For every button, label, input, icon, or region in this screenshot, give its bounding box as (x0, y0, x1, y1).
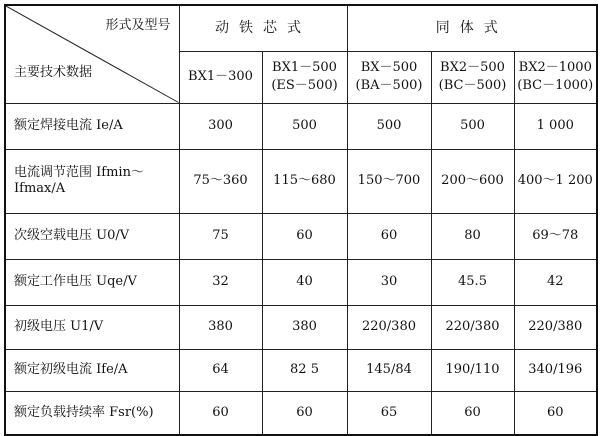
table-cell: 500 (431, 103, 514, 149)
table-cell: 60 (347, 213, 431, 259)
table-cell: 200～600 (431, 149, 514, 213)
model-alias: (BC－500) (438, 78, 507, 93)
row-label: 额定焊接电流 Ie/A (5, 103, 179, 149)
table-cell: 65 (347, 391, 431, 435)
table-cell: 500 (347, 103, 431, 149)
table-cell: 115～680 (262, 149, 347, 213)
model-cell (347, 51, 431, 103)
model-name: BX1－300 (188, 69, 253, 84)
row-label: 次级空载电压 U0/V (5, 213, 179, 259)
table-cell: 60 (179, 391, 262, 435)
table-cell: 69～78 (514, 213, 597, 259)
model-alias: (BA－500) (355, 78, 423, 93)
table-cell: 60 (431, 391, 514, 435)
welder-spec-table (4, 4, 598, 436)
table-cell: 380 (262, 305, 347, 349)
model-cell (431, 51, 514, 103)
row-label: 额定负载持续率 Fsr(%) (5, 391, 179, 435)
model-name: BX－500 (360, 60, 418, 75)
model-cell (262, 51, 347, 103)
corner-header-cell (5, 5, 179, 103)
table-cell: 45.5 (431, 259, 514, 305)
model-name: BX2－1000 (518, 60, 592, 75)
table-cell: 220/380 (431, 305, 514, 349)
table-row (5, 103, 597, 149)
table-cell: 42 (514, 259, 597, 305)
table-cell: 150～700 (347, 149, 431, 213)
table-cell: 60 (514, 391, 597, 435)
model-cell (514, 51, 597, 103)
table-cell: 32 (179, 259, 262, 305)
table-cell: 40 (262, 259, 347, 305)
table-cell: 75 (179, 213, 262, 259)
header-row-groups (5, 5, 597, 51)
table-cell: 500 (262, 103, 347, 149)
row-label: 额定初级电流 Ife/A (5, 349, 179, 391)
group-header-moving-core: 动铁芯式 (179, 5, 347, 51)
corner-top-label: 形式及型号 (105, 18, 171, 33)
model-alias: (ES－500) (271, 78, 338, 93)
table-cell: 220/380 (347, 305, 431, 349)
table-cell: 380 (179, 305, 262, 349)
row-label: 初级电压 U1/V (5, 305, 179, 349)
model-cell (179, 51, 262, 103)
table-row (5, 149, 597, 213)
row-label: 额定工作电压 Uqe/V (5, 259, 179, 305)
row-label: 电流调节范围 Ifmin～Ifmax/A (5, 149, 179, 213)
table-cell: 400～1 200 (514, 149, 597, 213)
table-cell: 145/84 (347, 349, 431, 391)
table-cell: 64 (179, 349, 262, 391)
corner-bottom-label: 主要技术数据 (14, 64, 93, 80)
table-row (5, 391, 597, 435)
table-row (5, 349, 597, 391)
table-cell: 190/110 (431, 349, 514, 391)
model-name: BX2－500 (440, 60, 505, 75)
group-header-integral: 同体式 (347, 5, 597, 51)
table-row (5, 213, 597, 259)
table-cell: 30 (347, 259, 431, 305)
table-cell: 300 (179, 103, 262, 149)
table-cell: 60 (262, 213, 347, 259)
table-row (5, 259, 597, 305)
table-cell: 1 000 (514, 103, 597, 149)
table-cell: 60 (262, 391, 347, 435)
table-row (5, 305, 597, 349)
table-cell: 220/380 (514, 305, 597, 349)
table-cell: 340/196 (514, 349, 597, 391)
table-cell: 75～360 (179, 149, 262, 213)
table-cell: 80 (431, 213, 514, 259)
table-cell: 82 5 (262, 349, 347, 391)
model-name: BX1－500 (272, 60, 337, 75)
model-alias: (BC－1000) (517, 78, 594, 93)
